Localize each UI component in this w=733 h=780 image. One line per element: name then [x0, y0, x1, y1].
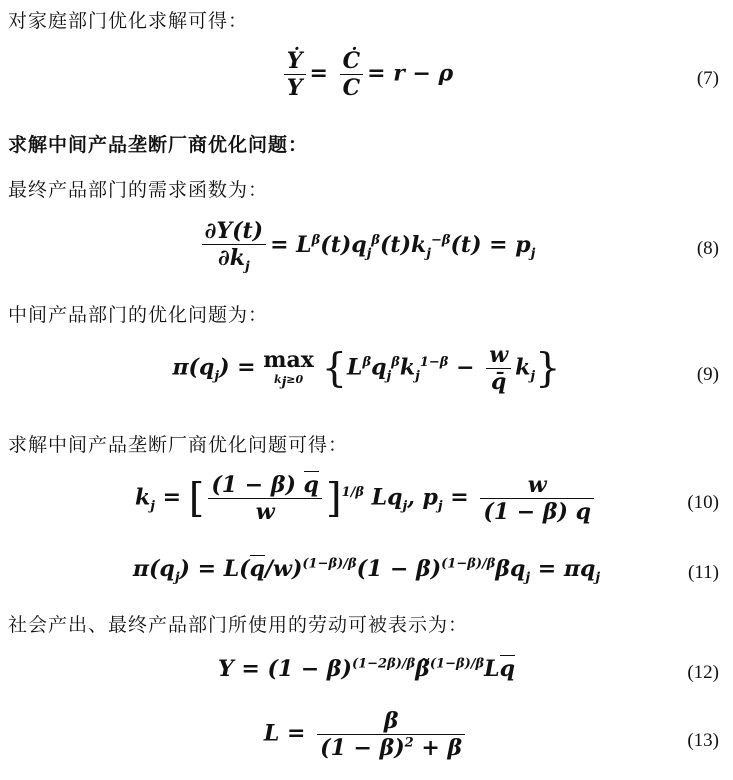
equation-number-12: (12): [687, 662, 719, 683]
equation-10: $k_j$ = [ $\frac{(1 - \beta) q}{w}$ ]$^{1/\beta}$ $Lq_j$, $p_j$ = $\frac{w}{(1 - \beta) q}$ (10): [135, 472, 719, 525]
equation-number-9: (9): [696, 364, 719, 385]
equation-12: $Y = (1 - \beta)^{(1-2\beta)/\beta}\betã^{(1-\beta)/\beta}Lq$ (12): [218, 656, 719, 683]
equation-number-13: (13): [687, 730, 719, 751]
equation-number-10: (10): [687, 492, 719, 513]
equation-9: $\pi(q_j) = \max$ $k_j\ge 0$ {$L^\beta q_j^\beta k_j^{1-\beta}$ − $\frac{w}{q̄}$ $k_j$} (9): [172, 342, 719, 395]
intro-text-output-labor: 社会产出、最终产品部门所使用的劳动可被表示为：: [8, 614, 469, 636]
intro-text-intermediate: 中间产品部门的优化问题为：: [8, 304, 269, 326]
intro-text-final-demand: 最终产品部门的需求函数为：: [8, 179, 269, 201]
equation-number-11: (11): [688, 562, 719, 583]
equation-13: L = $\frac{\beta}{(1 - \beta)^2 + \beta}$ (13): [263, 708, 719, 761]
section-heading: 求解中间产品垄断厂商优化问题：: [8, 134, 309, 156]
equation-number-7: (7): [696, 68, 719, 89]
equation-11: $\pi(q_j) = L(q/w)^{(1-\beta)/\beta}(1 - \beta)^{(1-\beta)/\beta}\beta q_j = \pi q_j$ (11): [132, 556, 719, 586]
intro-text-household: 对家庭部门优化求解可得：: [8, 10, 249, 32]
equation-number-8: (8): [696, 238, 719, 259]
equation-8: $\frac{\partial Y(t)}{\partial k_j}$ = $L^\beta(t)q_j^\beta(t)k_j^{-\beta}(t) = p_j$ (8): [0, 218, 733, 278]
equation-7: $\frac{\text{Ẏ}}{Y}$ = $\frac{Ċ}{C}$ = r − ρ (7): [0, 48, 733, 108]
intro-text-monopoly: 求解中间产品垄断厂商优化问题可得：: [8, 434, 349, 456]
